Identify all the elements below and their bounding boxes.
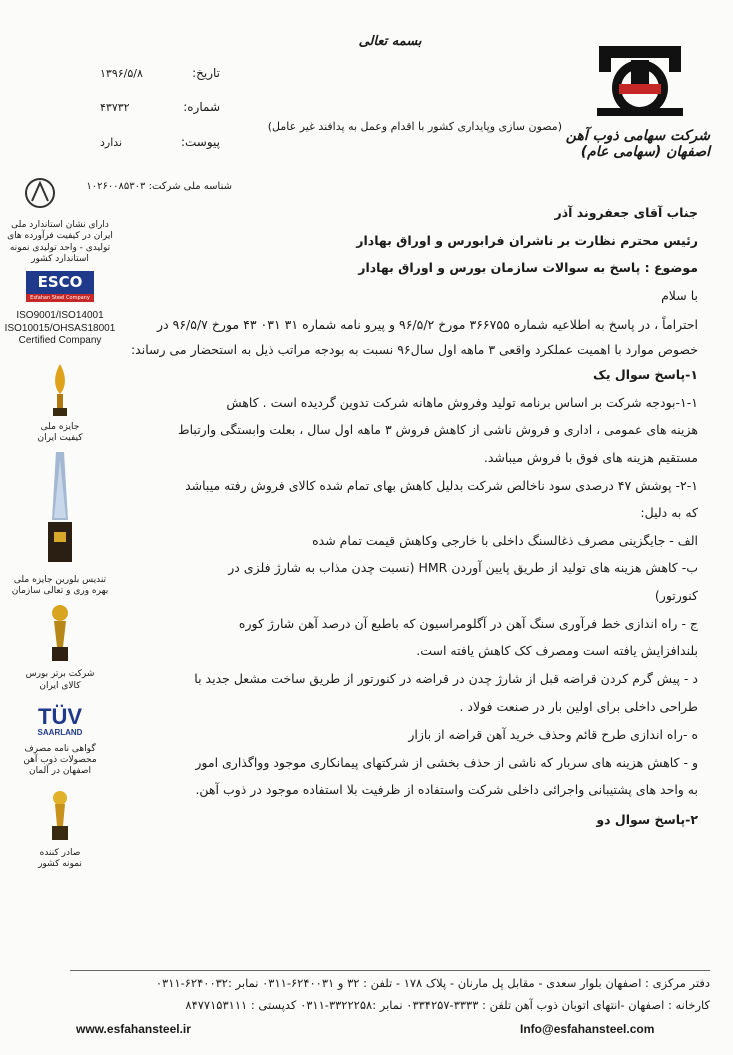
footer-factory-address: کارخانه : اصفهان -انتهای اتوبان ذوب آهن تلفن : ۳۳۳۳-۰۳۳۴۲۵۷ نمابر :۳۳۲۲۲۵۸-۰۳۱۱ کدپستی : ۸۴۷۷۱۵۳۱۱۱ xyxy=(185,998,710,1012)
website-link[interactable]: www.esfahansteel.ir xyxy=(76,1022,191,1036)
date-row xyxy=(80,66,220,86)
item-d-line-2: طراحی داخلی برای اولین بار در صنعت فولاد . xyxy=(459,699,698,714)
date-value: ۱۳۹۶/۵/۸ xyxy=(100,67,143,80)
intro-line-1: احتراماً ، در پاسخ به اطلاعیه شماره ۳۶۶۷۵۵ مورخ ۹۶/۵/۲ و پیرو نامه شماره ۳۱ ۰۳۱ ۴۳ مورخ ۹۶/۵/۷ در xyxy=(157,317,698,332)
award-2-text: تندیس بلورین جایزه ملی بهره وری و تعالی سازمان xyxy=(11,574,109,596)
paragraph-1-2-line-1: ۲-۱- پوشش ۴۷ درصدی سود ناخالص شرکت بدلیل کاهش بهای تمام شده کالای فروش رفته میباشد xyxy=(185,478,698,493)
letter-body xyxy=(128,200,698,960)
item-b-line-1: ب- کاهش هزینه های تولید از طریق پایین آوردن HMR (نسبت چدن مذاب به شارژ فلزی در xyxy=(228,560,698,575)
attachment-row xyxy=(80,135,220,155)
section-2-heading: ۲-پاسخ سوال دو xyxy=(596,812,698,827)
section-1-heading: ۱-پاسخ سوال یک xyxy=(593,367,698,382)
recipient-title: رئیس محترم نظارت بر ناشران فرابورس و اوراق بهادار xyxy=(356,233,698,248)
cert-line-2: ISO10015/OHSAS18001 xyxy=(4,322,116,334)
tuv-logo: TÜV xyxy=(38,703,82,729)
paragraph-1-2-line-2: که به دلیل: xyxy=(640,505,698,520)
paragraph-1-1-line-1: ۱-۱-بودجه شرکت بر اساس برنامه تولید وفروش ماهانه شرکت تدوین گردیده است . کاهش xyxy=(226,395,698,410)
company-logo xyxy=(585,42,695,122)
esco-subtitle: Esfahan Steel Company xyxy=(26,294,94,302)
sidebar-credentials xyxy=(0,220,120,870)
tuv-subtitle: SAARLAND xyxy=(37,727,83,737)
export-trophy-icon xyxy=(0,788,120,848)
award-1-text: جایزه ملی کیفیت ایران xyxy=(37,421,83,443)
national-id: شناسه ملی شرکت: ۱۰۲۶۰۰۸۵۳۰۳ xyxy=(86,181,232,192)
intro-line-2: خصوص موارد با اهمیت عملکرد واقعی ۳ ماهه اول سال۹۶ نسبت به بودجه مراتب ذیل به استحضار می رساند: xyxy=(130,342,698,357)
bismillah-heading: بسمه تعالی xyxy=(358,34,422,49)
date-label: تاریخ: xyxy=(192,66,220,80)
greeting: با سلام xyxy=(661,288,698,303)
award-3-text: شرکت برتر بورس کالای ایران xyxy=(25,669,95,691)
company-name: شرکت سهامی ذوب آهن اصفهان (سهامی عام) xyxy=(565,128,710,160)
attachment-value: ندارد xyxy=(100,136,123,149)
item-f-line-1: و - کاهش هزینه های سربار که ناشی از حذف بخشی از شرکتهای پیمانکاری موجود وواگذاری امور xyxy=(195,755,698,770)
award-5-text: صادر کننده نمونه کشور xyxy=(38,847,82,869)
item-d-line-1: د - پیش گرم کردن قراضه قبل از شارژ چدن در قراضه در کنورتور از طریق ساخت مشعل جدید با xyxy=(194,671,698,686)
standard-stamp-icon xyxy=(20,175,60,211)
subject-line: موضوع : پاسخ به سوالات سازمان بورس و اوراق بهادار xyxy=(358,260,698,275)
footer-divider xyxy=(70,970,710,971)
cert-line-1: ISO9001/ISO14001 xyxy=(16,310,104,321)
standard-text: دارای نشان استاندارد ملی ایران در کیفیت فرآورده های تولیدی - واحد تولیدی نمونه استاندارد کشور xyxy=(7,220,113,264)
attachment-label: پیوست: xyxy=(180,135,220,149)
trophy-icon xyxy=(0,362,120,422)
item-a: الف - جایگزینی مصرف ذغالسنگ داخلی با خارجی وکاهش قیمت تمام شده xyxy=(312,533,698,548)
award-4-text: گواهی نامه مصرف محصولات ذوب آهن اصفهان در آلمان xyxy=(23,743,97,777)
number-row xyxy=(80,100,220,120)
slogan: (مصون سازی وپایداری کشور با اقدام وعمل به پدافند غیر عامل) xyxy=(267,120,562,133)
number-label: شماره: xyxy=(183,100,220,114)
esco-logo: ESCO xyxy=(26,271,94,294)
recipient-name: جناب آقای جعفروند آذر xyxy=(554,205,698,220)
item-e: ه -راه اندازی طرح قائم وحذف خرید آهن قراضه از بازار xyxy=(408,727,698,742)
number-value: ۴۳۷۳۲ xyxy=(100,101,130,114)
item-c-line-2: بلندافزایش یافته است ومصرف کک کاهش یافته است. xyxy=(416,643,698,658)
paragraph-1-1-line-2: هزینه های عمومی ، اداری و فروش ناشی از کاهش فروش ۳ ماهه اول سال ، بعلت وابستگی وارتباط xyxy=(178,422,698,437)
item-c-line-1: ج - راه اندازی خط فرآوری سنگ آهن در آگلومراسیون که باطبع آن درصد آهن شارژ کوره xyxy=(238,616,698,631)
item-f-line-2: به واحد های پشتیبانی واجرائی داخلی شرکت واستفاده از ظرفیت بلا استفاده موجود در ذوب آهن. xyxy=(195,782,698,797)
paragraph-1-1-line-3: مستقیم هزینه های فوق با فروش میباشد. xyxy=(483,450,698,465)
footer-hq-address: دفتر مرکزی : اصفهان بلوار سعدی - مقابل پل مارنان - پلاک ۱۷۸ - تلفن : ۳۲ و ۶۲۴۰۰۳۱-۰۳۱۱ نمابر :۶۲۴۰۰۳۲-۰۳۱۱ xyxy=(155,976,710,990)
crystal-trophy-icon xyxy=(0,450,120,574)
cert-line-3: Certified Company xyxy=(18,335,102,346)
item-b-line-2: کنورتور) xyxy=(654,588,698,603)
email-link[interactable]: Info@esfahansteel.com xyxy=(520,1022,655,1036)
golden-statue-icon xyxy=(0,603,120,669)
